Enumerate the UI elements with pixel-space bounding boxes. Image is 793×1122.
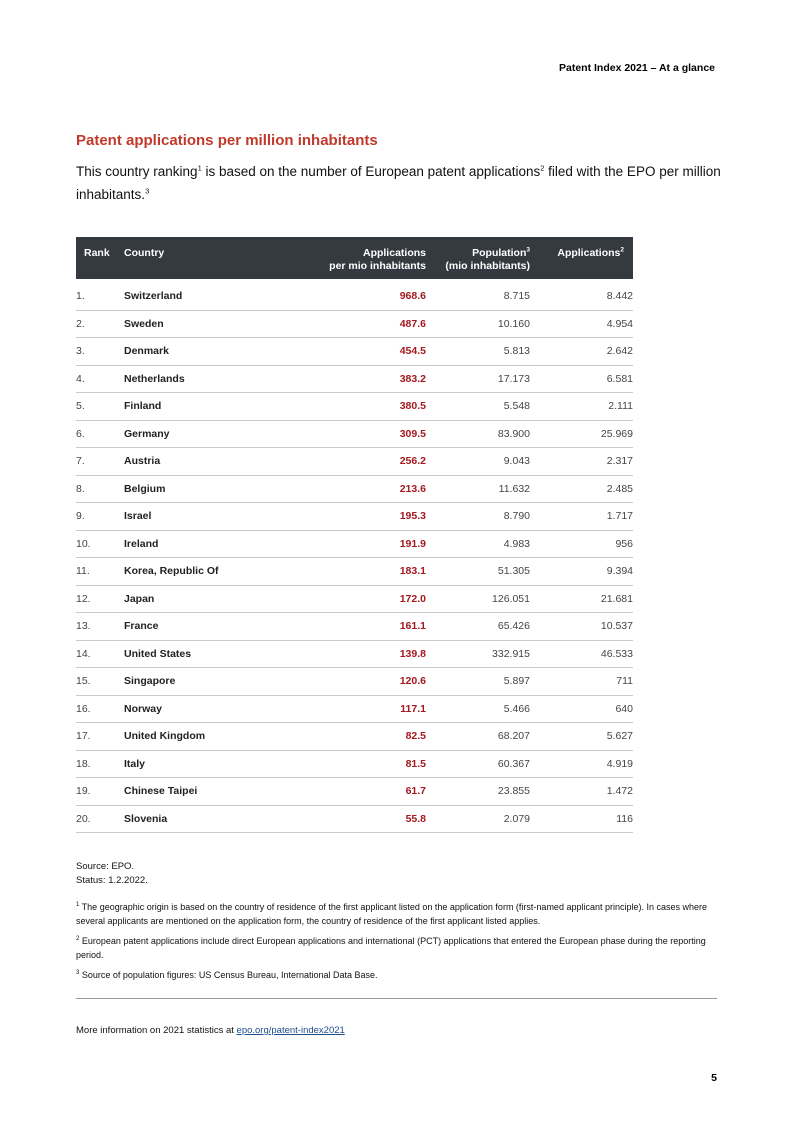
country-cell: Ireland	[124, 530, 296, 558]
table-row	[76, 750, 633, 778]
country-cell: Norway	[124, 695, 296, 723]
country-cell: Chinese Taipei	[124, 778, 296, 806]
applications-per-mio-cell: 380.5	[296, 393, 426, 421]
population-cell: 60.367	[426, 750, 530, 778]
country-cell: Israel	[124, 503, 296, 531]
applications-cell: 5.627	[530, 723, 633, 751]
table-row	[76, 420, 633, 448]
population-cell: 65.426	[426, 613, 530, 641]
intro-text-1: This country ranking	[76, 164, 198, 179]
applications-cell: 640	[530, 695, 633, 723]
applications-per-mio-cell: 61.7	[296, 778, 426, 806]
rank-cell: 13.	[76, 613, 124, 641]
intro-paragraph	[76, 160, 721, 206]
rank-cell: 10.	[76, 530, 124, 558]
section-title: Patent applications per million inhabitants	[76, 132, 378, 149]
table-row	[76, 640, 633, 668]
applications-cell: 21.681	[530, 585, 633, 613]
table-row	[76, 475, 633, 503]
country-cell: France	[124, 613, 296, 641]
country-cell: United States	[124, 640, 296, 668]
population-cell: 4.983	[426, 530, 530, 558]
country-cell: Italy	[124, 750, 296, 778]
intro-text-3: filed with the EPO per million inhabitants.	[76, 164, 721, 202]
footnote-ref-3: 3	[145, 186, 150, 196]
rank-cell: 16.	[76, 695, 124, 723]
population-cell: 126.051	[426, 585, 530, 613]
header-rank: Rank	[76, 237, 124, 279]
applications-per-mio-cell: 139.8	[296, 640, 426, 668]
header-applications-per-mio: Applications per mio inhabitants	[296, 237, 426, 279]
table-row	[76, 310, 633, 338]
rank-cell: 6.	[76, 420, 124, 448]
applications-per-mio-cell: 256.2	[296, 448, 426, 476]
table-row	[76, 558, 633, 586]
country-cell: Slovenia	[124, 805, 296, 833]
population-cell: 9.043	[426, 448, 530, 476]
population-cell: 5.897	[426, 668, 530, 696]
page-number: 5	[711, 1072, 717, 1084]
applications-per-mio-cell: 487.6	[296, 310, 426, 338]
country-cell: Sweden	[124, 310, 296, 338]
running-header: Patent Index 2021 – At a glance	[558, 62, 715, 74]
divider-line	[76, 998, 717, 999]
rank-cell: 1.	[76, 279, 124, 310]
applications-cell: 116	[530, 805, 633, 833]
rank-cell: 20.	[76, 805, 124, 833]
table-row	[76, 365, 633, 393]
rank-cell: 4.	[76, 365, 124, 393]
applications-per-mio-cell: 383.2	[296, 365, 426, 393]
applications-per-mio-cell: 191.9	[296, 530, 426, 558]
applications-per-mio-cell: 120.6	[296, 668, 426, 696]
table-row	[76, 503, 633, 531]
population-cell: 332.915	[426, 640, 530, 668]
applications-cell: 1.472	[530, 778, 633, 806]
header-applications: Applications$^2$	[530, 237, 633, 279]
applications-cell: 2.111	[530, 393, 633, 421]
country-cell: Finland	[124, 393, 296, 421]
table-row	[76, 695, 633, 723]
country-cell: Netherlands	[124, 365, 296, 393]
population-cell: 8.715	[426, 279, 530, 310]
applications-cell: 711	[530, 668, 633, 696]
table-row	[76, 393, 633, 421]
rank-cell: 8.	[76, 475, 124, 503]
population-cell: 8.790	[426, 503, 530, 531]
table-row	[76, 723, 633, 751]
footnote-1: $^1$ The geographic origin is based on the country of residence of the first applicant listed on the application form (first-named applicant principle). In cases where several applicants are mentioned on the application form, the country of residence of the first applicant listed applies.	[76, 902, 708, 926]
applications-per-mio-cell: 195.3	[296, 503, 426, 531]
footnote-ref-2: 2	[540, 163, 545, 173]
country-cell: Japan	[124, 585, 296, 613]
table-header-row	[76, 237, 633, 279]
rank-cell: 11.	[76, 558, 124, 586]
table-row	[76, 279, 633, 310]
rank-cell: 19.	[76, 778, 124, 806]
footnote-ref-1: 1	[197, 163, 202, 173]
rank-cell: 7.	[76, 448, 124, 476]
rank-cell: 9.	[76, 503, 124, 531]
header-country: Country	[124, 237, 296, 279]
applications-cell: 8.442	[530, 279, 633, 310]
population-cell: 5.813	[426, 338, 530, 366]
ranking-table	[76, 237, 633, 833]
applications-cell: 46.533	[530, 640, 633, 668]
source-note	[76, 860, 148, 888]
rank-cell: 18.	[76, 750, 124, 778]
table-row	[76, 778, 633, 806]
population-cell: 10.160	[426, 310, 530, 338]
applications-per-mio-cell: 454.5	[296, 338, 426, 366]
applications-per-mio-cell: 172.0	[296, 585, 426, 613]
table-row	[76, 448, 633, 476]
table-row	[76, 530, 633, 558]
population-cell: 11.632	[426, 475, 530, 503]
country-cell: Korea, Republic Of	[124, 558, 296, 586]
footnote-3: $^3$ Source of population figures: US Census Bureau, International Data Base.	[76, 970, 378, 980]
country-cell: Switzerland	[124, 279, 296, 310]
applications-per-mio-cell: 117.1	[296, 695, 426, 723]
applications-cell: 1.717	[530, 503, 633, 531]
population-cell: 2.079	[426, 805, 530, 833]
applications-cell: 6.581	[530, 365, 633, 393]
applications-per-mio-cell: 81.5	[296, 750, 426, 778]
table-row	[76, 805, 633, 833]
header-population: Population$^3$ (mio inhabitants)	[426, 237, 530, 279]
population-cell: 5.548	[426, 393, 530, 421]
applications-per-mio-cell: 161.1	[296, 613, 426, 641]
population-cell: 68.207	[426, 723, 530, 751]
patent-index-link[interactable]: epo.org/patent-index2021	[236, 1025, 345, 1036]
source-line: Source: EPO.	[76, 861, 135, 872]
population-cell: 17.173	[426, 365, 530, 393]
applications-per-mio-cell: 309.5	[296, 420, 426, 448]
applications-cell: 9.394	[530, 558, 633, 586]
applications-per-mio-cell: 82.5	[296, 723, 426, 751]
country-cell: Austria	[124, 448, 296, 476]
country-cell: Belgium	[124, 475, 296, 503]
table-row	[76, 338, 633, 366]
population-cell: 51.305	[426, 558, 530, 586]
footnote-2: $^2$ European patent applications include direct European applications and international (PCT) applications that entered the European phase during the reporting period.	[76, 936, 706, 960]
applications-per-mio-cell: 213.6	[296, 475, 426, 503]
country-cell: United Kingdom	[124, 723, 296, 751]
applications-cell: 4.954	[530, 310, 633, 338]
table-row	[76, 585, 633, 613]
applications-cell: 2.485	[530, 475, 633, 503]
population-cell: 83.900	[426, 420, 530, 448]
rank-cell: 15.	[76, 668, 124, 696]
rank-cell: 14.	[76, 640, 124, 668]
applications-cell: 4.919	[530, 750, 633, 778]
more-info: More information on 2021 statistics at epo.org/patent-index2021	[76, 1025, 345, 1036]
applications-cell: 10.537	[530, 613, 633, 641]
rank-cell: 12.	[76, 585, 124, 613]
applications-cell: 2.317	[530, 448, 633, 476]
applications-per-mio-cell: 55.8	[296, 805, 426, 833]
footnotes	[76, 900, 716, 988]
country-cell: Germany	[124, 420, 296, 448]
country-cell: Singapore	[124, 668, 296, 696]
country-cell: Denmark	[124, 338, 296, 366]
population-cell: 23.855	[426, 778, 530, 806]
applications-cell: 956	[530, 530, 633, 558]
table-row	[76, 668, 633, 696]
rank-cell: 17.	[76, 723, 124, 751]
applications-cell: 2.642	[530, 338, 633, 366]
rank-cell: 3.	[76, 338, 124, 366]
applications-per-mio-cell: 183.1	[296, 558, 426, 586]
population-cell: 5.466	[426, 695, 530, 723]
rank-cell: 5.	[76, 393, 124, 421]
rank-cell: 2.	[76, 310, 124, 338]
status-line: Status: 1.2.2022.	[76, 875, 148, 886]
intro-text-2: is based on the number of European patent applications	[201, 164, 541, 179]
applications-cell: 25.969	[530, 420, 633, 448]
table-row	[76, 613, 633, 641]
applications-per-mio-cell: 968.6	[296, 279, 426, 310]
